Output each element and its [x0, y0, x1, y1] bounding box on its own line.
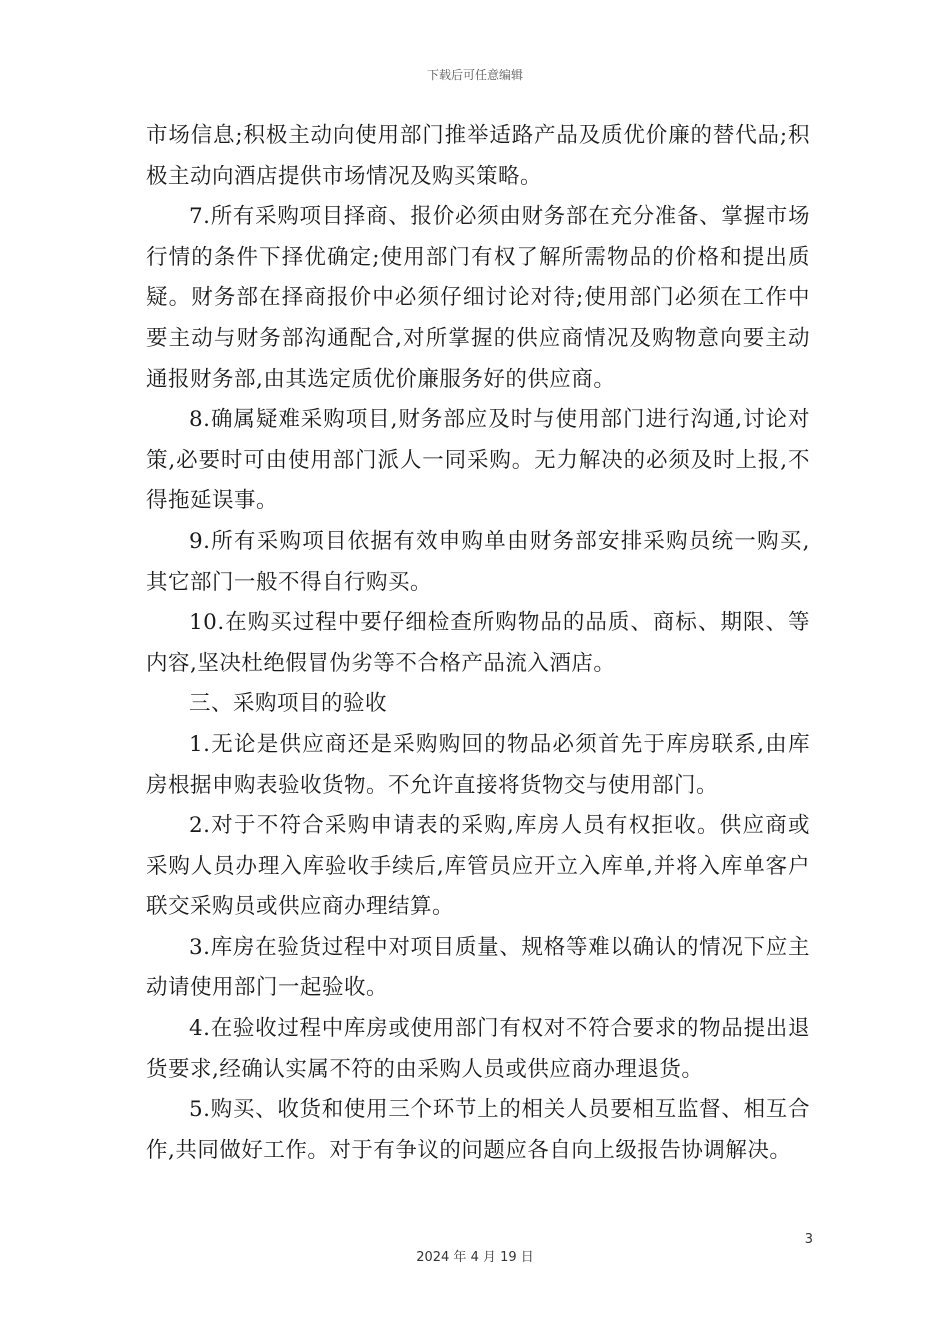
- paragraph-item-9: 9.所有采购项目依据有效申购单由财务部安排采购员统一购买,其它部门一般不得自行购买。: [146, 528, 810, 595]
- paragraph-acceptance-5: 5.购买、收货和使用三个环节上的相关人员要相互监督、相互合作,共同做好工作。对于有争议的问题应各自向上级报告协调解决。: [146, 1097, 810, 1163]
- paragraph-item-8: 8.确属疑难采购项目,财务部应及时与使用部门进行沟通,讨论对策,必要时可由使用部门派人一同采购。无力解决的必须及时上报,不得拖延误事。: [146, 407, 810, 514]
- page-footer-date: 2024 年 4 月 19 日: [416, 1250, 534, 1265]
- paragraph-item-7: 7.所有采购项目择商、报价必须由财务部在充分准备、掌握市场行情的条件下择优确定;使用部门有权了解所需物品的价格和提出质疑。财务部在择商报价中必须仔细讨论对待;使用部门必须在工作中要主动与财务部沟通配合,对所掌握的供应商情况及购物意向要主动通报财务部,由其选定质优价廉服务好的供应商。: [146, 204, 810, 392]
- page-number: 3: [804, 1232, 813, 1247]
- paragraph-item-10: 10.在购买过程中要仔细检查所购物品的品质、商标、期限、等内容,坚决杜绝假冒伪劣等不合格产品流入酒店。: [146, 610, 810, 676]
- paragraph-market-info: 市场信息;积极主动向使用部门推举适路产品及质优价廉的替代品;积极主动向酒店提供市场情况及购买策略。: [146, 123, 810, 189]
- paragraph-acceptance-3: 3.库房在验货过程中对项目质量、规格等难以确认的情况下应主动请使用部门一起验收。: [146, 934, 810, 1001]
- section-heading-acceptance: 三、采购项目的验收: [189, 691, 388, 717]
- paragraph-acceptance-2: 2.对于不符合采购申请表的采购,库房人员有权拒收。供应商或采购人员办理入库验收手续后,库管员应开立入库单,并将入库单客户联交采购员或供应商办理结算。: [146, 813, 810, 920]
- paragraph-acceptance-4: 4.在验收过程中库房或使用部门有权对不符合要求的物品提出退货要求,经确认实属不符的由采购人员或供应商办理退货。: [146, 1016, 810, 1082]
- document-body: [146, 116, 810, 1171]
- paragraph-acceptance-1: 1.无论是供应商还是采购购回的物品必须首先于库房联系,由库房根据申购表验收货物。不允许直接将货物交与使用部门。: [146, 731, 810, 798]
- page-header: 下载后可任意编辑: [426, 68, 523, 82]
